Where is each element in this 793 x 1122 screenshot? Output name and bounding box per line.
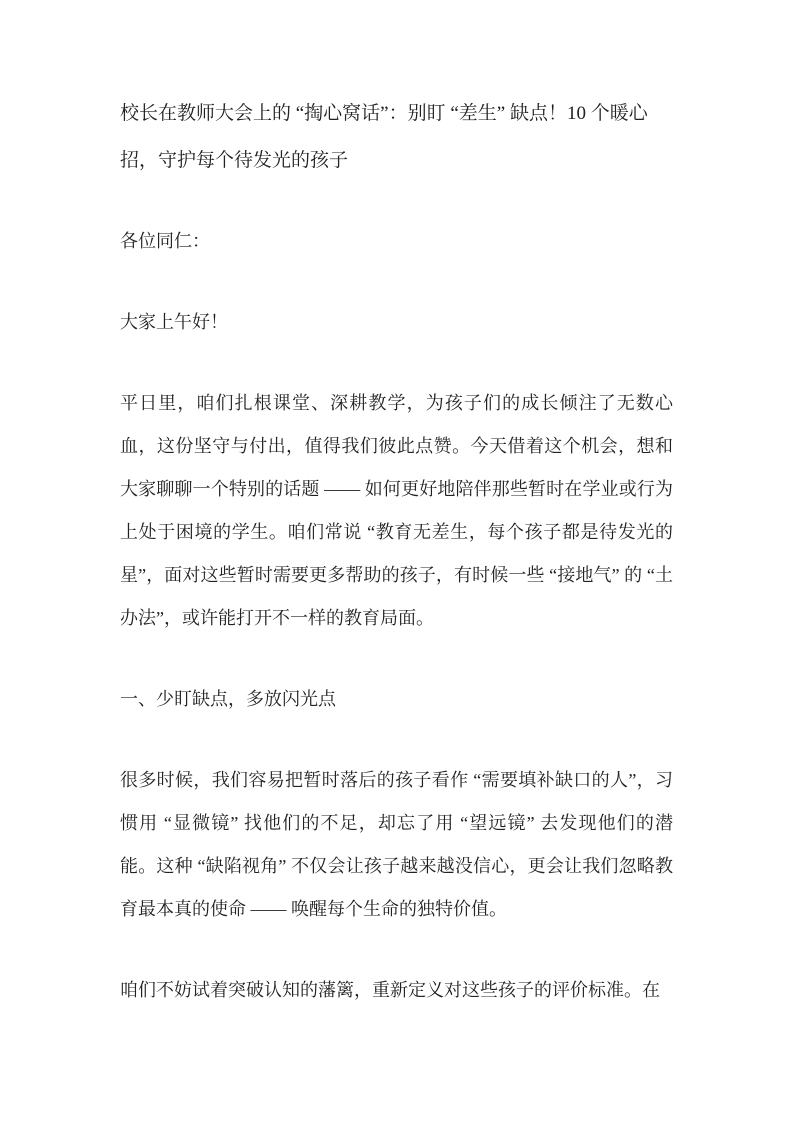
body-paragraph-truncated: 咱们不妨试着突破认知的藩篱，重新定义对这些孩子的评价标准。在 xyxy=(120,980,660,1000)
body-paragraph-section1: 很多时候，我们容易把暂时落后的孩子看作 “需要填补缺口的人”，习惯用 “显微镜” 找他们的不足，却忘了用 “望远镜” 去发现他们的潜能。这种 “缺陷视角” 不仅会让孩子越来越没信心，更会让我们忽略教育最本真的使命 —— 唤醒每个生命的独特价值。 xyxy=(120,770,673,919)
greeting-line: 大家上午好！ xyxy=(120,312,228,332)
document-title: 校长在教师大会上的 “掏心窝话”：别盯 “差生” 缺点！10 个暖心招，守护每个待发光的孩子 xyxy=(120,103,648,171)
section-heading-1: 一、少盯缺点，多放闪光点 xyxy=(120,689,336,709)
body-paragraph-intro: 平日里，咱们扎根课堂、深耕教学，为孩子们的成长倾注了无数心血，这份坚守与付出，值得我们彼此点赞。今天借着这个机会，想和大家聊聊一个特别的话题 —— 如何更好地陪伴那些暂时在学业或行为上处于困境的学生。咱们常说 “教育无差生，每个孩子都是待发光的星”，面对这些暂时需要更多帮助的孩子，有时候一些 “接地气” 的 “土办法”，或许能打开不一样的教育局面。 xyxy=(120,393,673,628)
salutation: 各位同仁： xyxy=(120,231,210,251)
